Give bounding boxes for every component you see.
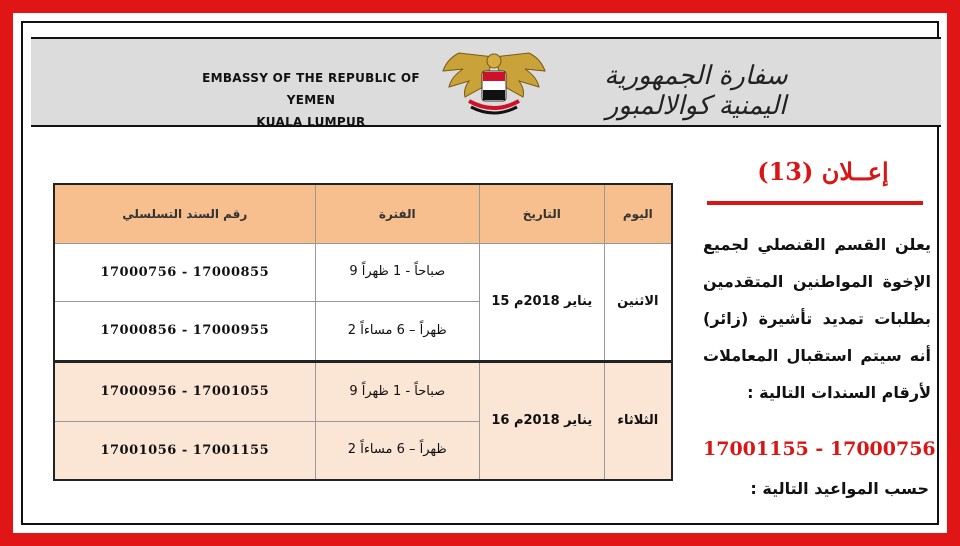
table-header-row: [54, 184, 672, 244]
period-cell: 9 صباحاً - 1 ظهراً: [315, 244, 479, 302]
period-cell: 9 صباحاً - 1 ظهراً: [315, 361, 479, 421]
period-cell: 2 ظهراً – 6 مساءاً: [315, 421, 479, 480]
announcement-body: يعلن القسم القنصلي لجميع الإخوة المواطنين المتقدمين بطلبات تمديد تأشيرة (زائر) أنه سيتم استقبال المعاملات لأرقام السندات التالية :: [703, 235, 931, 402]
announcement-title: إعــلان (13): [757, 157, 889, 186]
serial-cell: 17000756 - 17000855: [54, 244, 315, 302]
embassy-city: KUALA LUMPUR: [256, 115, 366, 129]
schedule-table: [53, 183, 673, 481]
table-row: [54, 244, 672, 302]
serial-cell: 17000856 - 17000955: [54, 301, 315, 361]
closing-text: حسب المواعيد التالية :: [750, 479, 929, 498]
serial-cell: 17000956 - 17001055: [54, 361, 315, 421]
embassy-name-arabic: سفارة الجمهورية اليمنية كوالالمبور: [604, 61, 788, 121]
table-row: [54, 361, 672, 421]
date-cell: 16 يناير 2018م: [479, 361, 604, 480]
title-underline: [707, 201, 923, 205]
period-cell: 2 ظهراً – 6 مساءاً: [315, 301, 479, 361]
day-cell: الثلاثاء: [604, 361, 672, 480]
date-cell: 15 يناير 2018م: [479, 244, 604, 362]
yemen-emblem-icon: [439, 49, 549, 119]
day-cell: الاثنين: [604, 244, 672, 362]
header-serial: رقم السند التسلسلي: [54, 184, 315, 244]
header-date: التاريخ: [479, 184, 604, 244]
header-period: الفترة: [315, 184, 479, 244]
serial-range: 17001155 - 17000756: [703, 438, 936, 460]
embassy-name-english: [181, 67, 441, 133]
embassy-name-line1: EMBASSY OF THE REPUBLIC OF YEMEN: [202, 71, 420, 107]
header-day: اليوم: [604, 184, 672, 244]
letterhead: [31, 37, 941, 127]
serial-cell: 17001056 - 17001155: [54, 421, 315, 480]
